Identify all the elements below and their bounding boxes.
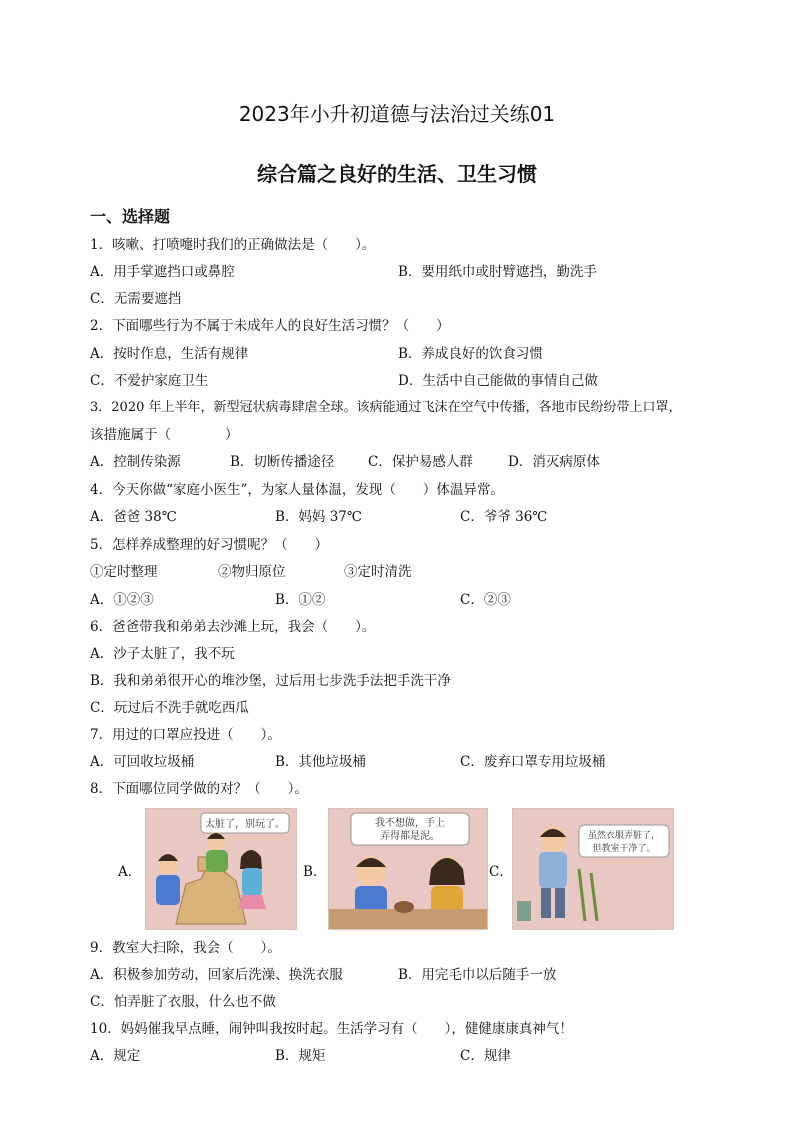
option-a: A．可回收垃圾桶: [90, 754, 195, 770]
option-d: D．生活中自己能做的事情自己做: [398, 373, 598, 389]
question-3-line-2: 该措施属于（ ）: [90, 427, 239, 443]
picture-label-b: B．: [303, 864, 327, 880]
option-b: B．切断传播途径: [230, 454, 335, 470]
question-7: 7．用过的口罩应投进（ ）。: [90, 727, 281, 743]
option-c: C．②③: [460, 592, 511, 608]
option-c: C．废弃口罩专用垃圾桶: [460, 754, 606, 770]
question-8: 8．下面哪位同学做的对？（ ）。: [90, 781, 308, 797]
option-a: A．按时作息，生活有规律: [90, 346, 249, 362]
option-c: C．爷爷 36℃: [460, 509, 548, 525]
document-subtitle: 综合篇之良好的生活、卫生习惯: [257, 162, 537, 186]
question-9-options: [90, 965, 734, 985]
section-heading: 一、选择题: [90, 207, 171, 226]
question-6-option-c: C．玩过后不洗手就吃西瓜: [90, 700, 249, 716]
option-c: C．不爱护家庭卫生: [90, 373, 209, 389]
option-c: C．怕弄脏了衣服，什么也不做: [90, 994, 276, 1010]
question-6-option-a: A．沙子太脏了，我不玩: [90, 646, 235, 662]
option-a: A．规定: [90, 1048, 141, 1064]
question-10: 10．妈妈催我早点睡，闹钟叫我按时起。生活学习有（ ），健健康康真神气！: [90, 1021, 573, 1037]
option-b: B．妈妈 37℃: [275, 509, 362, 525]
question-3-line-1: 3．2020 年上半年，新型冠状病毒肆虐全球。该病能通过飞沫在空气中传播，各地市民纷纷带上口罩，: [90, 400, 682, 415]
speech-bubble-text-2: 但教室干净了。: [592, 844, 656, 854]
question-2: 2．下面哪些行为不属于未成年人的良好生活习惯？（ ）: [90, 318, 450, 334]
question-5: 5．怎样养成整理的好习惯呢？（ ）: [90, 537, 329, 553]
illustration-cleaning-boy: [512, 808, 674, 930]
option-b: B．要用纸巾或肘臂遮挡，勤洗手: [398, 264, 597, 280]
question-9: 9．教室大扫除，我会（ ）。: [90, 940, 281, 956]
question-1-options-2: [90, 289, 734, 309]
question-1: 1．咳嗽、打喷嚏时我们的正确做法是（ ）。: [90, 237, 376, 253]
option-c: C．规律: [460, 1048, 511, 1064]
question-1-options: [90, 262, 734, 282]
question-5-statements: [90, 562, 734, 582]
picture-label-c: C．: [489, 864, 513, 880]
option-b: B．①②: [275, 592, 326, 608]
statement-3: ③定时清洗: [344, 564, 412, 580]
option-d: D．消灭病原体: [508, 454, 600, 470]
illustration-clay-kids: [328, 808, 488, 930]
option-a: A．①②③: [90, 592, 154, 608]
speech-bubble-text-1: 我不想做，手上: [375, 818, 445, 829]
option-a: A．积极参加劳动，回家后洗澡、换洗衣服: [90, 967, 343, 983]
speech-bubble-text-2: 弄得都是泥。: [380, 831, 440, 842]
option-b: B．其他垃圾桶: [275, 754, 366, 770]
option-b: B．规矩: [275, 1048, 326, 1064]
question-10-options: [90, 1046, 734, 1066]
question-7-options: [90, 752, 734, 772]
question-2-options-2: [90, 371, 734, 391]
question-2-options: [90, 344, 734, 364]
illustration-sandcastle: [145, 808, 297, 930]
speech-bubble-text: 太脏了，别玩了。: [205, 819, 285, 830]
question-4: 4．今天你做“家庭小医生”，为家人量体温，发现（ ）体温异常。: [90, 482, 504, 498]
option-c: C．保护易感人群: [368, 454, 473, 470]
option-a: A．用手掌遮挡口或鼻腔: [90, 264, 235, 280]
option-c: C．无需要遮挡: [90, 291, 182, 307]
speech-bubble-text-1: 虽然衣服弄脏了，: [587, 831, 661, 841]
option-a: A．控制传染源: [90, 454, 181, 470]
question-6: 6．爸爸带我和弟弟去沙滩上玩，我会（ ）。: [90, 619, 376, 635]
statement-1: ①定时整理: [90, 564, 158, 580]
picture-label-a: A．: [118, 864, 142, 880]
option-a: A．爸爸 38℃: [90, 509, 177, 525]
document-title: 2023年小升初道德与法治过关练01: [238, 102, 556, 126]
question-3-options: [90, 452, 734, 472]
option-b: B．养成良好的饮食习惯: [398, 346, 543, 362]
statement-2: ②物归原位: [218, 564, 286, 580]
question-9-options-2: [90, 992, 734, 1012]
question-4-options: [90, 507, 734, 527]
question-6-option-b: B．我和弟弟很开心的堆沙堡，过后用七步洗手法把手洗干净: [90, 673, 451, 689]
option-b: B．用完毛巾以后随手一放: [398, 967, 557, 983]
question-5-options: [90, 590, 734, 610]
